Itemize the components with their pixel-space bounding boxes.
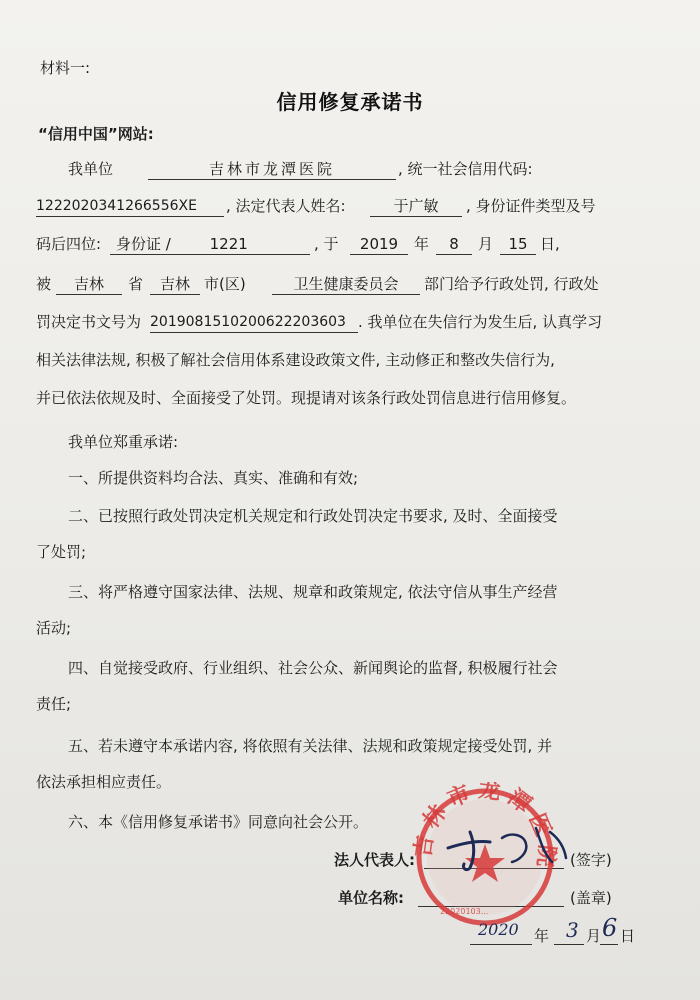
penalty-year: 2019	[350, 234, 408, 255]
sign-year-char: 年	[534, 927, 550, 945]
line2-suffix: , 身份证件类型及号	[466, 197, 596, 215]
seal-note: (盖章)	[570, 889, 612, 907]
line5-prefix: 罚决定书文号为	[36, 313, 142, 331]
penalty-month: 8	[436, 234, 472, 255]
line7: 并已依法依规及时、全面接受了处罚。现提请对该条行政处罚信息进行信用修复。	[36, 389, 577, 407]
month-char: 月	[478, 235, 494, 253]
promise-item-3: 三、将严格遵守国家法律、法规、规章和政策规定, 依法守信从事生产经营	[68, 583, 558, 601]
unit-label: 单位名称:	[338, 889, 404, 907]
year-line	[470, 944, 532, 945]
promise-item-4-cont: 责任;	[36, 695, 72, 713]
penalty-day: 15	[500, 234, 536, 255]
province-char: 省	[128, 275, 144, 293]
sign-day-char: 日	[620, 927, 636, 945]
line3-prefix: 码后四位:	[36, 235, 102, 253]
day-line	[600, 944, 618, 945]
material-label: 材料一:	[40, 59, 91, 77]
id-last4: 1221	[209, 235, 248, 253]
line4-prefix: 被	[36, 275, 52, 293]
city-char: 市(区)	[204, 275, 246, 293]
credit-code-field: 1222020341266556XE	[36, 196, 224, 217]
promise-item-3-cont: 活动;	[36, 619, 72, 637]
decision-docno-field: 2019081510200622203603	[150, 312, 358, 333]
id-type: 身份证 /	[116, 235, 171, 253]
sign-date-day: 6	[602, 914, 618, 942]
line1-suffix: , 统一社会信用代码:	[398, 160, 533, 178]
promise-intro: 我单位郑重承诺:	[68, 433, 179, 451]
sign-date-month: 3	[566, 918, 579, 942]
promise-item-4: 四、自觉接受政府、行业组织、社会公众、新闻舆论的监督, 积极履行社会	[68, 659, 558, 677]
seal-number: 22020103...	[440, 907, 489, 916]
promise-item-2: 二、已按照行政处罚决定机关规定和行政处罚决定书要求, 及时、全面接受	[68, 507, 558, 525]
promise-item-1: 一、所提供资料均合法、真实、准确和有效;	[68, 469, 359, 487]
day-char: 日,	[540, 235, 560, 253]
line2-mid: , 法定代表人姓名:	[226, 197, 346, 215]
seal-arc-text: 吉林市龙潭医院	[410, 782, 560, 875]
city-field: 吉林	[150, 274, 200, 295]
line1-prefix: 我单位	[68, 160, 114, 178]
id-field	[110, 234, 310, 255]
sign-month-char: 月	[586, 927, 602, 945]
document-title: 信用修复承诺书	[276, 90, 424, 114]
line5-suffix: . 我单位在失信行为发生后, 认真学习	[358, 313, 603, 331]
promise-item-5: 五、若未遵守本承诺内容, 将依照有关法律、法规和政策规定接受处罚, 并	[68, 737, 553, 755]
line3-sep: , 于	[314, 235, 339, 253]
year-char: 年	[414, 235, 430, 253]
line4-suffix: 部门给予行政处罚, 行政处	[424, 275, 599, 293]
month-line	[554, 944, 584, 945]
legal-rep-field: 于广敏	[370, 196, 462, 217]
promise-item-2-cont: 了处罚;	[36, 543, 87, 561]
unit-name-field: 吉林市龙潭医院	[148, 159, 396, 180]
addressee: “信用中国”网站:	[38, 125, 154, 143]
sign-note: (签字)	[570, 851, 612, 869]
department-field: 卫生健康委员会	[272, 274, 420, 295]
rep-label: 法人代表人:	[334, 851, 415, 869]
promise-item-5-cont: 依法承担相应责任。	[36, 773, 172, 791]
province-field: 吉林	[56, 274, 122, 295]
promise-item-6: 六、本《信用修复承诺书》同意向社会公开。	[68, 813, 369, 831]
handwritten-signature	[440, 818, 580, 878]
sign-date-year: 2020	[478, 920, 519, 939]
line6: 相关法律法规, 积极了解社会信用体系建设政策文件, 主动修正和整改失信行为,	[36, 351, 555, 369]
